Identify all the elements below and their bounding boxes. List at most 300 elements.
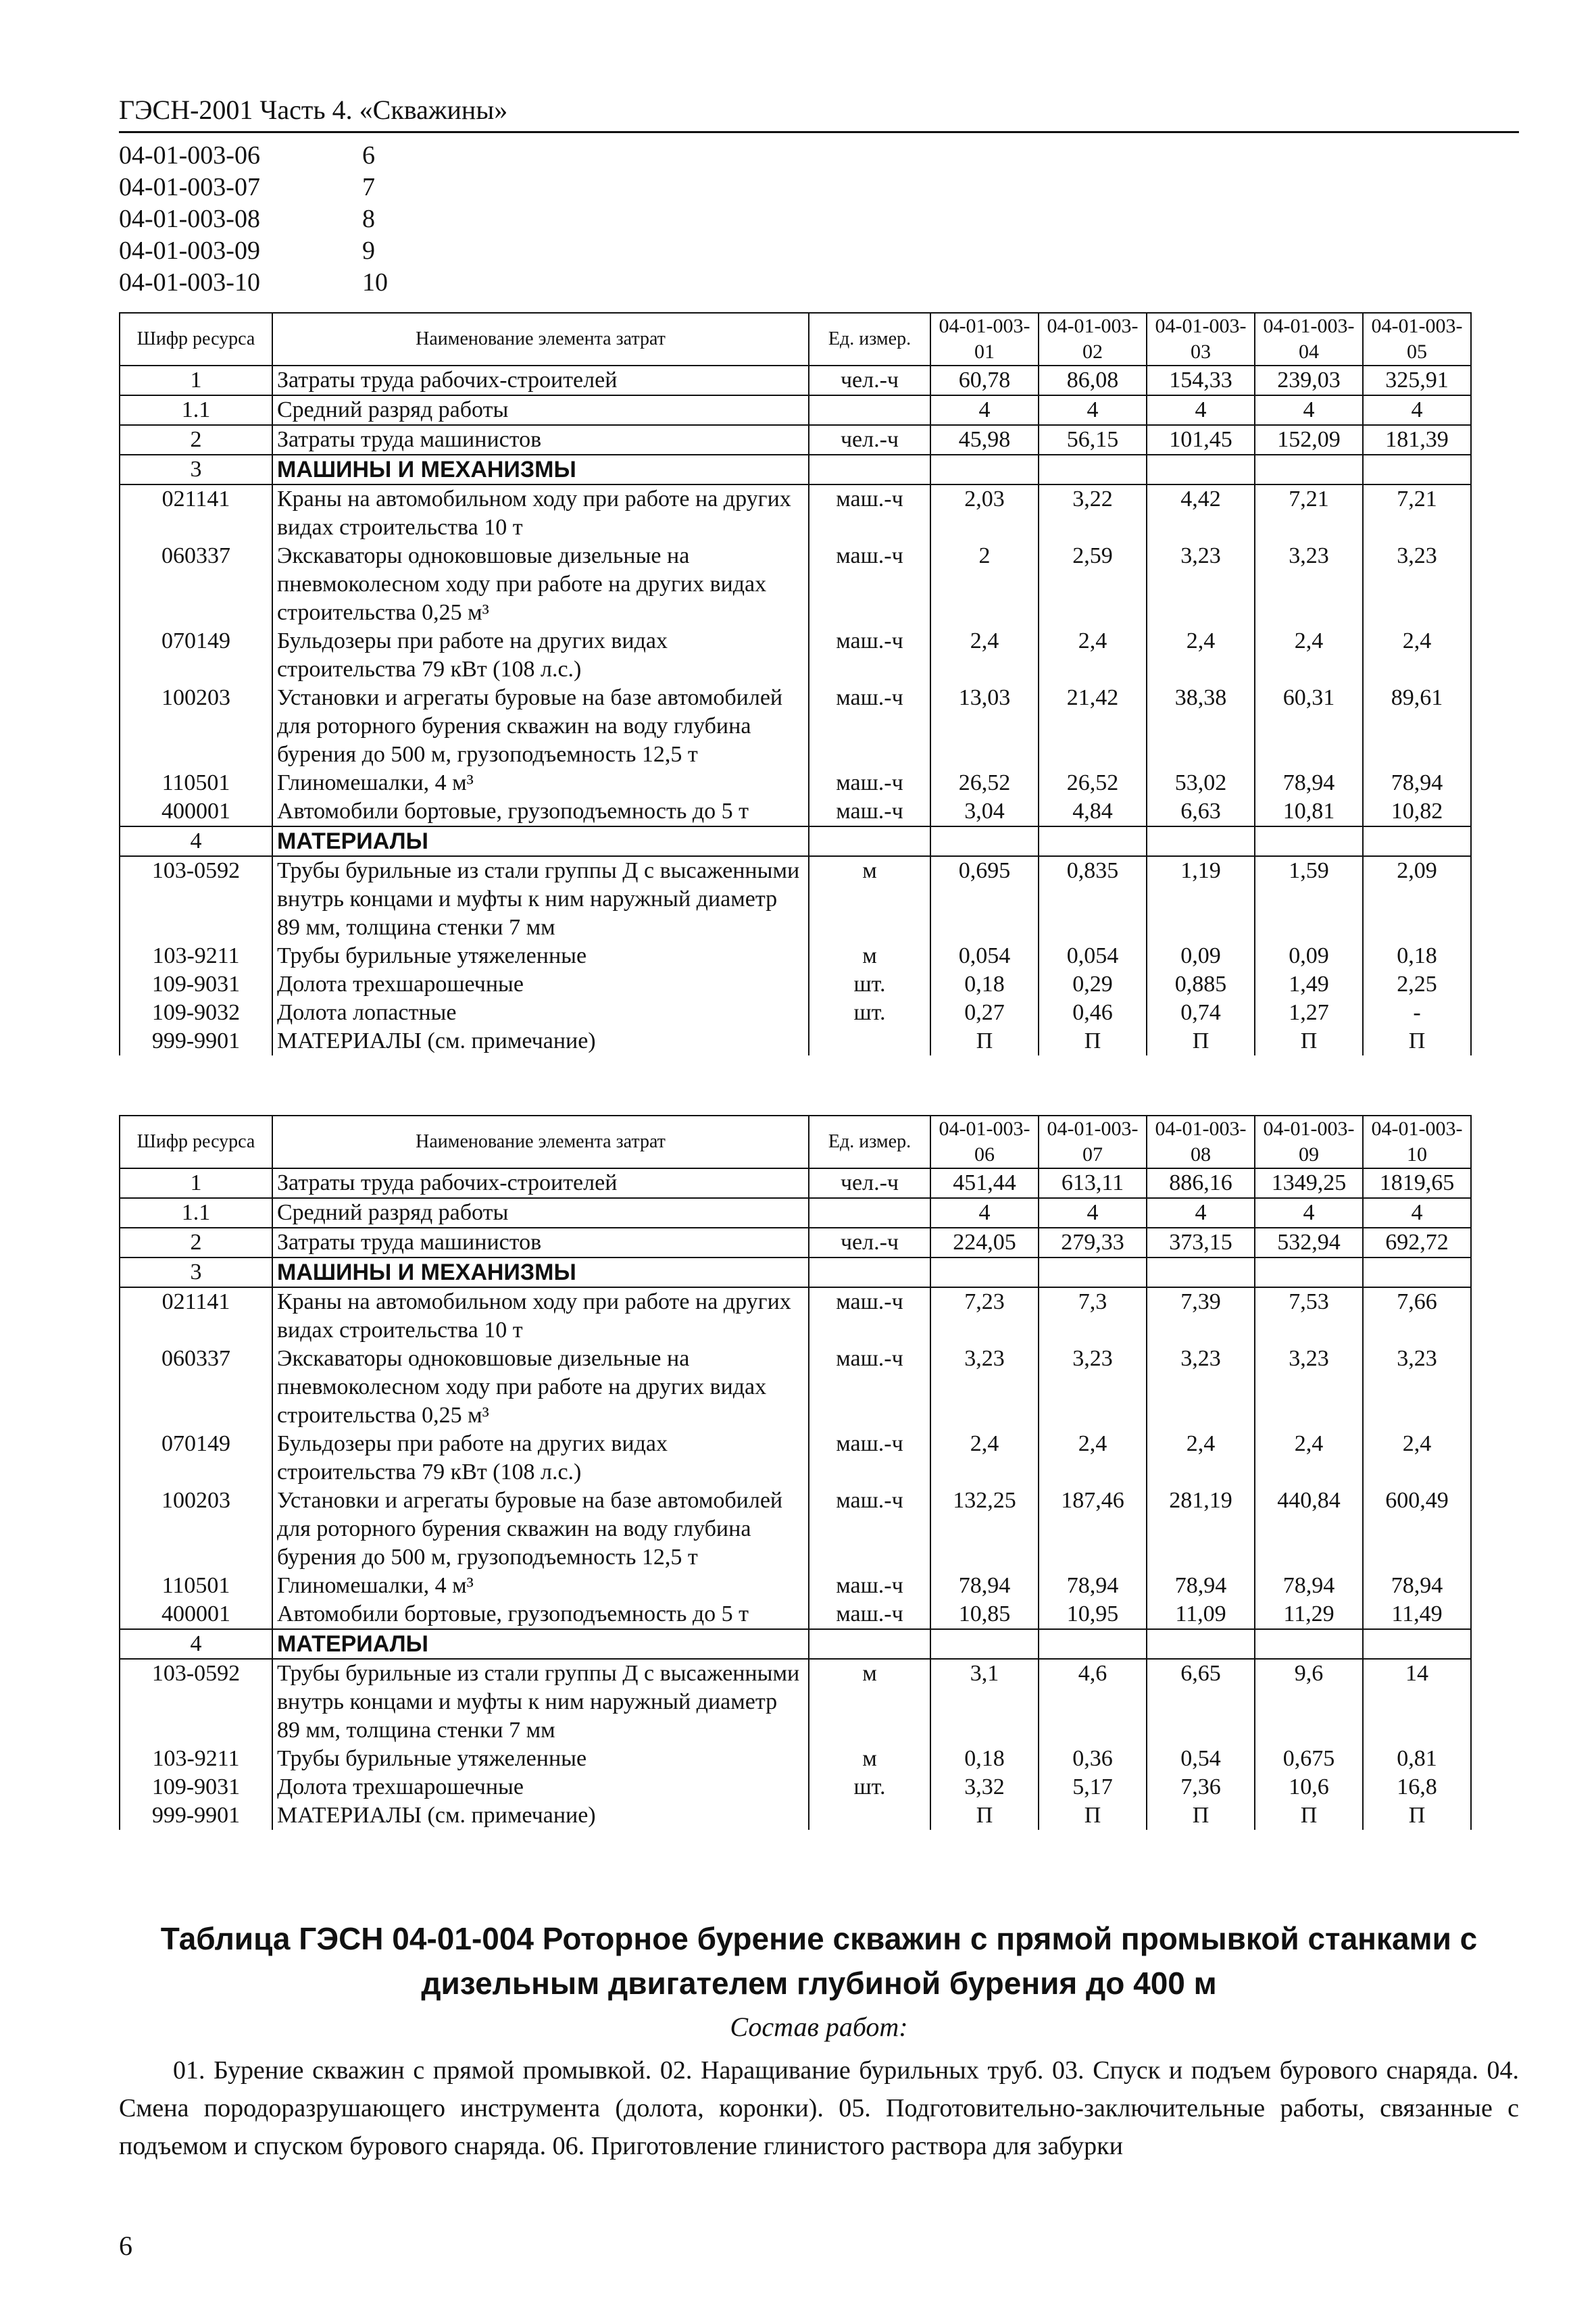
resource-value: 10,82 bbox=[1363, 797, 1471, 826]
table-row bbox=[120, 1287, 1471, 1345]
resource-unit bbox=[809, 1027, 930, 1055]
resource-value: 0,885 bbox=[1147, 970, 1255, 999]
resource-value bbox=[1147, 826, 1255, 856]
header-column-code: 04-01-003-02 bbox=[1039, 313, 1147, 366]
table-row bbox=[120, 1487, 1471, 1572]
resource-value: 10,6 bbox=[1255, 1773, 1363, 1801]
resource-value: 7,39 bbox=[1147, 1287, 1255, 1345]
resource-code: 070149 bbox=[120, 1430, 272, 1487]
resource-name: Трубы бурильные утяжеленные bbox=[272, 1745, 809, 1773]
resource-value: 154,33 bbox=[1147, 366, 1255, 395]
resource-value bbox=[1039, 455, 1147, 484]
works-description: 01. Бурение скважин с прямой промывкой. 02. Наращивание бурильных труб. 03. Спуск и подъем бурового снаряда. 04. Смена породоразрушающего инструмента (долота, коронки). 05. Подготовительно-заключительные работы, связанные с подъемом и спуском бурового снаряда. 06. Приготовление глинистого раствора для забурки bbox=[119, 2056, 1519, 2160]
resource-value bbox=[1363, 1258, 1471, 1287]
resource-name: Трубы бурильные из стали группы Д с высаженными внутрь концами и муфты к ним наружный диаметр 89 мм, толщина стенки 7 мм bbox=[272, 856, 809, 942]
resource-value: П bbox=[1039, 1027, 1147, 1055]
table-row bbox=[120, 627, 1471, 684]
resource-value: 10,85 bbox=[930, 1600, 1039, 1629]
code-list-item bbox=[119, 234, 430, 266]
table-row bbox=[120, 1572, 1471, 1600]
resource-value bbox=[1147, 1629, 1255, 1659]
resource-value: 224,05 bbox=[930, 1228, 1039, 1258]
resource-name: Трубы бурильные утяжеленные bbox=[272, 942, 809, 970]
resource-unit: маш.-ч bbox=[809, 1487, 930, 1572]
table-row bbox=[120, 425, 1471, 455]
table-row bbox=[120, 684, 1471, 769]
code-list-item bbox=[119, 171, 430, 203]
table-row bbox=[120, 970, 1471, 999]
code-list-number: 10 bbox=[362, 268, 388, 297]
resource-value: 1,19 bbox=[1147, 856, 1255, 942]
resource-name: МАШИНЫ И МЕХАНИЗМЫ bbox=[272, 455, 809, 484]
resource-unit: маш.-ч bbox=[809, 1430, 930, 1487]
resource-value bbox=[1039, 1258, 1147, 1287]
resource-code: 060337 bbox=[120, 1345, 272, 1430]
resource-table-2 bbox=[119, 1115, 1472, 1830]
resource-name: МАШИНЫ И МЕХАНИЗМЫ bbox=[272, 1258, 809, 1287]
resource-unit: м bbox=[809, 1659, 930, 1745]
resource-value: 3,1 bbox=[930, 1659, 1039, 1745]
resource-value: 2,09 bbox=[1363, 856, 1471, 942]
resource-unit: чел.-ч bbox=[809, 1168, 930, 1198]
code-list-code: 04-01-003-07 bbox=[119, 172, 260, 201]
resource-value: 86,08 bbox=[1039, 366, 1147, 395]
resource-unit: шт. bbox=[809, 970, 930, 999]
table-row bbox=[120, 1258, 1471, 1287]
code-list-code: 04-01-003-08 bbox=[119, 204, 260, 233]
resource-value: 2,4 bbox=[1147, 627, 1255, 684]
resource-table-1 bbox=[119, 312, 1472, 1055]
table-header-row bbox=[120, 1116, 1471, 1168]
page-number: 6 bbox=[119, 2231, 132, 2261]
resource-value bbox=[1363, 455, 1471, 484]
resource-value: 7,36 bbox=[1147, 1773, 1255, 1801]
resource-value: 2,4 bbox=[930, 627, 1039, 684]
resource-name: Затраты труда рабочих-строителей bbox=[272, 1168, 809, 1198]
header-column-code: 04-01-003-10 bbox=[1363, 1116, 1471, 1168]
resource-code: 3 bbox=[120, 455, 272, 484]
resource-value: 4 bbox=[1147, 1198, 1255, 1228]
header-column-code: 04-01-003-04 bbox=[1255, 313, 1363, 366]
resource-code: 1 bbox=[120, 366, 272, 395]
resource-code: 1 bbox=[120, 1168, 272, 1198]
resource-value: 2,4 bbox=[1039, 627, 1147, 684]
resource-value: 325,91 bbox=[1363, 366, 1471, 395]
resource-code: 999-9901 bbox=[120, 1801, 272, 1830]
resource-value: 692,72 bbox=[1363, 1228, 1471, 1258]
resource-unit bbox=[809, 826, 930, 856]
resource-name: Бульдозеры при работе на других видах строительства 79 кВт (108 л.с.) bbox=[272, 1430, 809, 1487]
resource-code: 3 bbox=[120, 1258, 272, 1287]
code-list-item bbox=[119, 139, 430, 171]
resource-value: П bbox=[930, 1801, 1039, 1830]
resource-code: 400001 bbox=[120, 1600, 272, 1629]
resource-value: 11,49 bbox=[1363, 1600, 1471, 1629]
resource-value: 0,054 bbox=[930, 942, 1039, 970]
resource-value: 132,25 bbox=[930, 1487, 1039, 1572]
resource-value bbox=[1039, 826, 1147, 856]
resource-value: 3,23 bbox=[1255, 542, 1363, 627]
table-row bbox=[120, 542, 1471, 627]
resource-value: 451,44 bbox=[930, 1168, 1039, 1198]
resource-value: 4 bbox=[1363, 1198, 1471, 1228]
resource-value: 7,21 bbox=[1363, 484, 1471, 542]
resource-value: 2,4 bbox=[930, 1430, 1039, 1487]
resource-value: 4 bbox=[1255, 1198, 1363, 1228]
resource-value bbox=[930, 826, 1039, 856]
table-row bbox=[120, 484, 1471, 542]
header-name: Наименование элемента затрат bbox=[272, 313, 809, 366]
resource-unit: маш.-ч bbox=[809, 484, 930, 542]
table-row bbox=[120, 856, 1471, 942]
works-subtitle: Состав работ: bbox=[730, 2012, 908, 2042]
resource-code: 021141 bbox=[120, 484, 272, 542]
resource-code: 4 bbox=[120, 1629, 272, 1659]
resource-value: 60,78 bbox=[930, 366, 1039, 395]
resource-value: 11,09 bbox=[1147, 1600, 1255, 1629]
resource-value: 2 bbox=[930, 542, 1039, 627]
resource-code: 1.1 bbox=[120, 395, 272, 425]
resource-value: 4,42 bbox=[1147, 484, 1255, 542]
resource-code: 2 bbox=[120, 425, 272, 455]
resource-value: 281,19 bbox=[1147, 1487, 1255, 1572]
resource-value: 45,98 bbox=[930, 425, 1039, 455]
table-row bbox=[120, 769, 1471, 797]
resource-value: 373,15 bbox=[1147, 1228, 1255, 1258]
resource-value: 1,59 bbox=[1255, 856, 1363, 942]
resource-value: 4 bbox=[930, 395, 1039, 425]
resource-unit: м bbox=[809, 856, 930, 942]
running-header bbox=[119, 89, 1519, 133]
resource-value: 5,17 bbox=[1039, 1773, 1147, 1801]
resource-value: П bbox=[1147, 1027, 1255, 1055]
resource-value: 279,33 bbox=[1039, 1228, 1147, 1258]
resource-value: 0,18 bbox=[1363, 942, 1471, 970]
table-row bbox=[120, 366, 1471, 395]
code-list-item bbox=[119, 203, 430, 234]
resource-value bbox=[930, 1629, 1039, 1659]
resource-value: 10,95 bbox=[1039, 1600, 1147, 1629]
resource-value: 78,94 bbox=[930, 1572, 1039, 1600]
resource-code: 109-9031 bbox=[120, 1773, 272, 1801]
resource-name: МАТЕРИАЛЫ bbox=[272, 826, 809, 856]
resource-value: 1,49 bbox=[1255, 970, 1363, 999]
resource-value: 78,94 bbox=[1255, 1572, 1363, 1600]
resource-value: 532,94 bbox=[1255, 1228, 1363, 1258]
header-code: Шифр ресурса bbox=[120, 313, 272, 366]
code-list bbox=[119, 139, 430, 298]
resource-code: 070149 bbox=[120, 627, 272, 684]
resource-value bbox=[1255, 1629, 1363, 1659]
resource-value: 181,39 bbox=[1363, 425, 1471, 455]
code-list-code: 04-01-003-09 bbox=[119, 236, 260, 265]
resource-code: 021141 bbox=[120, 1287, 272, 1345]
table-row bbox=[120, 1168, 1471, 1198]
resource-name: Средний разряд работы bbox=[272, 1198, 809, 1228]
resource-value: 4,84 bbox=[1039, 797, 1147, 826]
code-list-number: 8 bbox=[362, 204, 375, 233]
resource-value bbox=[1363, 1629, 1471, 1659]
resource-value: П bbox=[1255, 1801, 1363, 1830]
header-column-code: 04-01-003-08 bbox=[1147, 1116, 1255, 1168]
resource-value: 4 bbox=[1039, 1198, 1147, 1228]
header-column-code: 04-01-003-09 bbox=[1255, 1116, 1363, 1168]
resource-value: 4,6 bbox=[1039, 1659, 1147, 1745]
code-list-number: 9 bbox=[362, 236, 375, 265]
resource-value: 239,03 bbox=[1255, 366, 1363, 395]
header-column-code: 04-01-003-05 bbox=[1363, 313, 1471, 366]
code-list-code: 04-01-003-06 bbox=[119, 141, 260, 170]
table-row bbox=[120, 1600, 1471, 1629]
resource-value: 3,23 bbox=[1147, 1345, 1255, 1430]
resource-unit bbox=[809, 395, 930, 425]
resource-value: П bbox=[930, 1027, 1039, 1055]
resource-value: 0,054 bbox=[1039, 942, 1147, 970]
resource-code: 110501 bbox=[120, 769, 272, 797]
resource-value: 886,16 bbox=[1147, 1168, 1255, 1198]
resource-value: 78,94 bbox=[1147, 1572, 1255, 1600]
resource-value: 26,52 bbox=[930, 769, 1039, 797]
resource-value: 3,23 bbox=[1255, 1345, 1363, 1430]
resource-value: 4 bbox=[930, 1198, 1039, 1228]
resource-value: 10,81 bbox=[1255, 797, 1363, 826]
resource-value: 38,38 bbox=[1147, 684, 1255, 769]
resource-unit: маш.-ч bbox=[809, 684, 930, 769]
resource-value: 11,29 bbox=[1255, 1600, 1363, 1629]
table-row bbox=[120, 1228, 1471, 1258]
table-header-row bbox=[120, 313, 1471, 366]
table-row bbox=[120, 1745, 1471, 1773]
resource-name: Трубы бурильные из стали группы Д с высаженными внутрь концами и муфты к ним наружный диаметр 89 мм, толщина стенки 7 мм bbox=[272, 1659, 809, 1745]
resource-value: 3,22 bbox=[1039, 484, 1147, 542]
resource-value: 4 bbox=[1147, 395, 1255, 425]
resource-value: 1,27 bbox=[1255, 999, 1363, 1027]
resource-code: 400001 bbox=[120, 797, 272, 826]
resource-value: 0,81 bbox=[1363, 1745, 1471, 1773]
resource-value: 7,53 bbox=[1255, 1287, 1363, 1345]
resource-value: 2,03 bbox=[930, 484, 1039, 542]
resource-code: 1.1 bbox=[120, 1198, 272, 1228]
resource-value: - bbox=[1363, 999, 1471, 1027]
resource-name: МАТЕРИАЛЫ (см. примечание) bbox=[272, 1801, 809, 1830]
header-text: ГЭСН-2001 Часть 4. «Скважины» bbox=[119, 95, 508, 125]
resource-value: 1349,25 bbox=[1255, 1168, 1363, 1198]
resource-value bbox=[930, 455, 1039, 484]
resource-value: 0,835 bbox=[1039, 856, 1147, 942]
resource-value: 4 bbox=[1255, 395, 1363, 425]
resource-value: 2,59 bbox=[1039, 542, 1147, 627]
resource-value: 7,3 bbox=[1039, 1287, 1147, 1345]
resource-unit bbox=[809, 1198, 930, 1228]
table-row bbox=[120, 1198, 1471, 1228]
resource-value: 2,4 bbox=[1363, 1430, 1471, 1487]
table-row bbox=[120, 999, 1471, 1027]
table-row bbox=[120, 1629, 1471, 1659]
resource-code: 4 bbox=[120, 826, 272, 856]
resource-value: П bbox=[1363, 1801, 1471, 1830]
resource-name: Глиномешалки, 4 м³ bbox=[272, 1572, 809, 1600]
header-name: Наименование элемента затрат bbox=[272, 1116, 809, 1168]
resource-value: 14 bbox=[1363, 1659, 1471, 1745]
resource-unit: чел.-ч bbox=[809, 366, 930, 395]
resource-value: 3,23 bbox=[1147, 542, 1255, 627]
resource-value: 0,74 bbox=[1147, 999, 1255, 1027]
resource-value: 3,23 bbox=[1363, 542, 1471, 627]
resource-unit: маш.-ч bbox=[809, 1287, 930, 1345]
resource-value: 1819,65 bbox=[1363, 1168, 1471, 1198]
resource-value: П bbox=[1039, 1801, 1147, 1830]
resource-value: 0,54 bbox=[1147, 1745, 1255, 1773]
resource-value: 60,31 bbox=[1255, 684, 1363, 769]
resource-code: 100203 bbox=[120, 684, 272, 769]
resource-value: 0,29 bbox=[1039, 970, 1147, 999]
resource-value: 7,66 bbox=[1363, 1287, 1471, 1345]
header-code: Шифр ресурса bbox=[120, 1116, 272, 1168]
header-column-code: 04-01-003-07 bbox=[1039, 1116, 1147, 1168]
resource-value bbox=[1363, 826, 1471, 856]
resource-value bbox=[1039, 1629, 1147, 1659]
resource-value bbox=[1255, 455, 1363, 484]
resource-code: 999-9901 bbox=[120, 1027, 272, 1055]
resource-unit: м bbox=[809, 942, 930, 970]
resource-unit bbox=[809, 1258, 930, 1287]
table-row bbox=[120, 942, 1471, 970]
resource-name: Установки и агрегаты буровые на базе автомобилей для роторного бурения скважин на воду глубина бурения до 500 м, грузоподъемность 12,5 т bbox=[272, 684, 809, 769]
table-row bbox=[120, 797, 1471, 826]
resource-value: 0,695 bbox=[930, 856, 1039, 942]
resource-unit: шт. bbox=[809, 999, 930, 1027]
resource-value: 2,4 bbox=[1363, 627, 1471, 684]
resource-unit: чел.-ч bbox=[809, 425, 930, 455]
table-row bbox=[120, 455, 1471, 484]
resource-value: 0,09 bbox=[1147, 942, 1255, 970]
resource-value: 21,42 bbox=[1039, 684, 1147, 769]
resource-code: 100203 bbox=[120, 1487, 272, 1572]
resource-code: 109-9031 bbox=[120, 970, 272, 999]
resource-value: 0,18 bbox=[930, 1745, 1039, 1773]
resource-value: 3,23 bbox=[1363, 1345, 1471, 1430]
header-unit: Ед. измер. bbox=[809, 1116, 930, 1168]
resource-value: 440,84 bbox=[1255, 1487, 1363, 1572]
resource-unit: маш.-ч bbox=[809, 797, 930, 826]
resource-value: 16,8 bbox=[1363, 1773, 1471, 1801]
resource-value: 0,09 bbox=[1255, 942, 1363, 970]
resource-value bbox=[1255, 826, 1363, 856]
resource-value: 2,4 bbox=[1255, 1430, 1363, 1487]
resource-value: 9,6 bbox=[1255, 1659, 1363, 1745]
resource-value: 53,02 bbox=[1147, 769, 1255, 797]
resource-unit: чел.-ч bbox=[809, 1228, 930, 1258]
resource-name: Средний разряд работы bbox=[272, 395, 809, 425]
resource-name: Долота трехшарошечные bbox=[272, 1773, 809, 1801]
code-list-number: 6 bbox=[362, 141, 375, 170]
resource-value: 4 bbox=[1039, 395, 1147, 425]
resource-name: Экскаваторы одноковшовые дизельные на пневмоколесном ходу при работе на других видах строительства 0,25 м³ bbox=[272, 1345, 809, 1430]
table-row bbox=[120, 1345, 1471, 1430]
resource-value bbox=[1147, 455, 1255, 484]
resource-value: 89,61 bbox=[1363, 684, 1471, 769]
resource-value: 600,49 bbox=[1363, 1487, 1471, 1572]
header-column-code: 04-01-003-01 bbox=[930, 313, 1039, 366]
resource-code: 103-0592 bbox=[120, 1659, 272, 1745]
resource-unit: маш.-ч bbox=[809, 1345, 930, 1430]
code-list-item bbox=[119, 266, 430, 298]
resource-value: 26,52 bbox=[1039, 769, 1147, 797]
resource-code: 103-9211 bbox=[120, 942, 272, 970]
resource-value: П bbox=[1147, 1801, 1255, 1830]
table-title: Таблица ГЭСН 04-01-004 Роторное бурение скважин с прямой промывкой станками с дизельным двигателем глубиной бурения до 400 м bbox=[160, 1921, 1478, 2001]
resource-name: Бульдозеры при работе на других видах строительства 79 кВт (108 л.с.) bbox=[272, 627, 809, 684]
resource-value: 78,94 bbox=[1363, 769, 1471, 797]
resource-value: 3,04 bbox=[930, 797, 1039, 826]
table-row bbox=[120, 1027, 1471, 1055]
table-row bbox=[120, 1430, 1471, 1487]
resource-code: 2 bbox=[120, 1228, 272, 1258]
resource-value: 4 bbox=[1363, 395, 1471, 425]
table-row bbox=[120, 1801, 1471, 1830]
resource-value: 6,63 bbox=[1147, 797, 1255, 826]
resource-value: 0,675 bbox=[1255, 1745, 1363, 1773]
resource-name: МАТЕРИАЛЫ bbox=[272, 1629, 809, 1659]
resource-value: 6,65 bbox=[1147, 1659, 1255, 1745]
resource-unit bbox=[809, 455, 930, 484]
resource-name: Краны на автомобильном ходу при работе на других видах строительства 10 т bbox=[272, 1287, 809, 1345]
resource-name: Автомобили бортовые, грузоподъемность до 5 т bbox=[272, 797, 809, 826]
resource-name: Затраты труда рабочих-строителей bbox=[272, 366, 809, 395]
header-column-code: 04-01-003-03 bbox=[1147, 313, 1255, 366]
resource-value: 613,11 bbox=[1039, 1168, 1147, 1198]
resource-value: 0,46 bbox=[1039, 999, 1147, 1027]
table-row bbox=[120, 395, 1471, 425]
code-list-number: 7 bbox=[362, 172, 375, 201]
resource-value: 0,27 bbox=[930, 999, 1039, 1027]
resource-unit bbox=[809, 1629, 930, 1659]
resource-name: Глиномешалки, 4 м³ bbox=[272, 769, 809, 797]
resource-value: 3,23 bbox=[1039, 1345, 1147, 1430]
resource-name: Краны на автомобильном ходу при работе на других видах строительства 10 т bbox=[272, 484, 809, 542]
resource-value: 78,94 bbox=[1039, 1572, 1147, 1600]
resource-code: 110501 bbox=[120, 1572, 272, 1600]
resource-value bbox=[1255, 1258, 1363, 1287]
resource-value: 7,21 bbox=[1255, 484, 1363, 542]
resource-unit: маш.-ч bbox=[809, 542, 930, 627]
resource-name: Долота лопастные bbox=[272, 999, 809, 1027]
resource-value bbox=[930, 1258, 1039, 1287]
resource-name: Затраты труда машинистов bbox=[272, 425, 809, 455]
resource-value: 0,36 bbox=[1039, 1745, 1147, 1773]
resource-value: П bbox=[1255, 1027, 1363, 1055]
resource-name: Затраты труда машинистов bbox=[272, 1228, 809, 1258]
resource-name: Установки и агрегаты буровые на базе автомобилей для роторного бурения скважин на воду глубина бурения до 500 м, грузоподъемность 12,5 т bbox=[272, 1487, 809, 1572]
resource-value: 2,4 bbox=[1147, 1430, 1255, 1487]
table-row bbox=[120, 1659, 1471, 1745]
resource-unit: маш.-ч bbox=[809, 1572, 930, 1600]
resource-name: МАТЕРИАЛЫ (см. примечание) bbox=[272, 1027, 809, 1055]
resource-value: 78,94 bbox=[1255, 769, 1363, 797]
resource-value: 2,4 bbox=[1039, 1430, 1147, 1487]
resource-unit: маш.-ч bbox=[809, 627, 930, 684]
resource-value: 3,32 bbox=[930, 1773, 1039, 1801]
resource-name: Автомобили бортовые, грузоподъемность до 5 т bbox=[272, 1600, 809, 1629]
resource-value: 13,03 bbox=[930, 684, 1039, 769]
resource-unit: маш.-ч bbox=[809, 769, 930, 797]
resource-code: 103-9211 bbox=[120, 1745, 272, 1773]
resource-unit: шт. bbox=[809, 1773, 930, 1801]
resource-value: 101,45 bbox=[1147, 425, 1255, 455]
resource-code: 060337 bbox=[120, 542, 272, 627]
resource-value: 152,09 bbox=[1255, 425, 1363, 455]
table-row bbox=[120, 826, 1471, 856]
